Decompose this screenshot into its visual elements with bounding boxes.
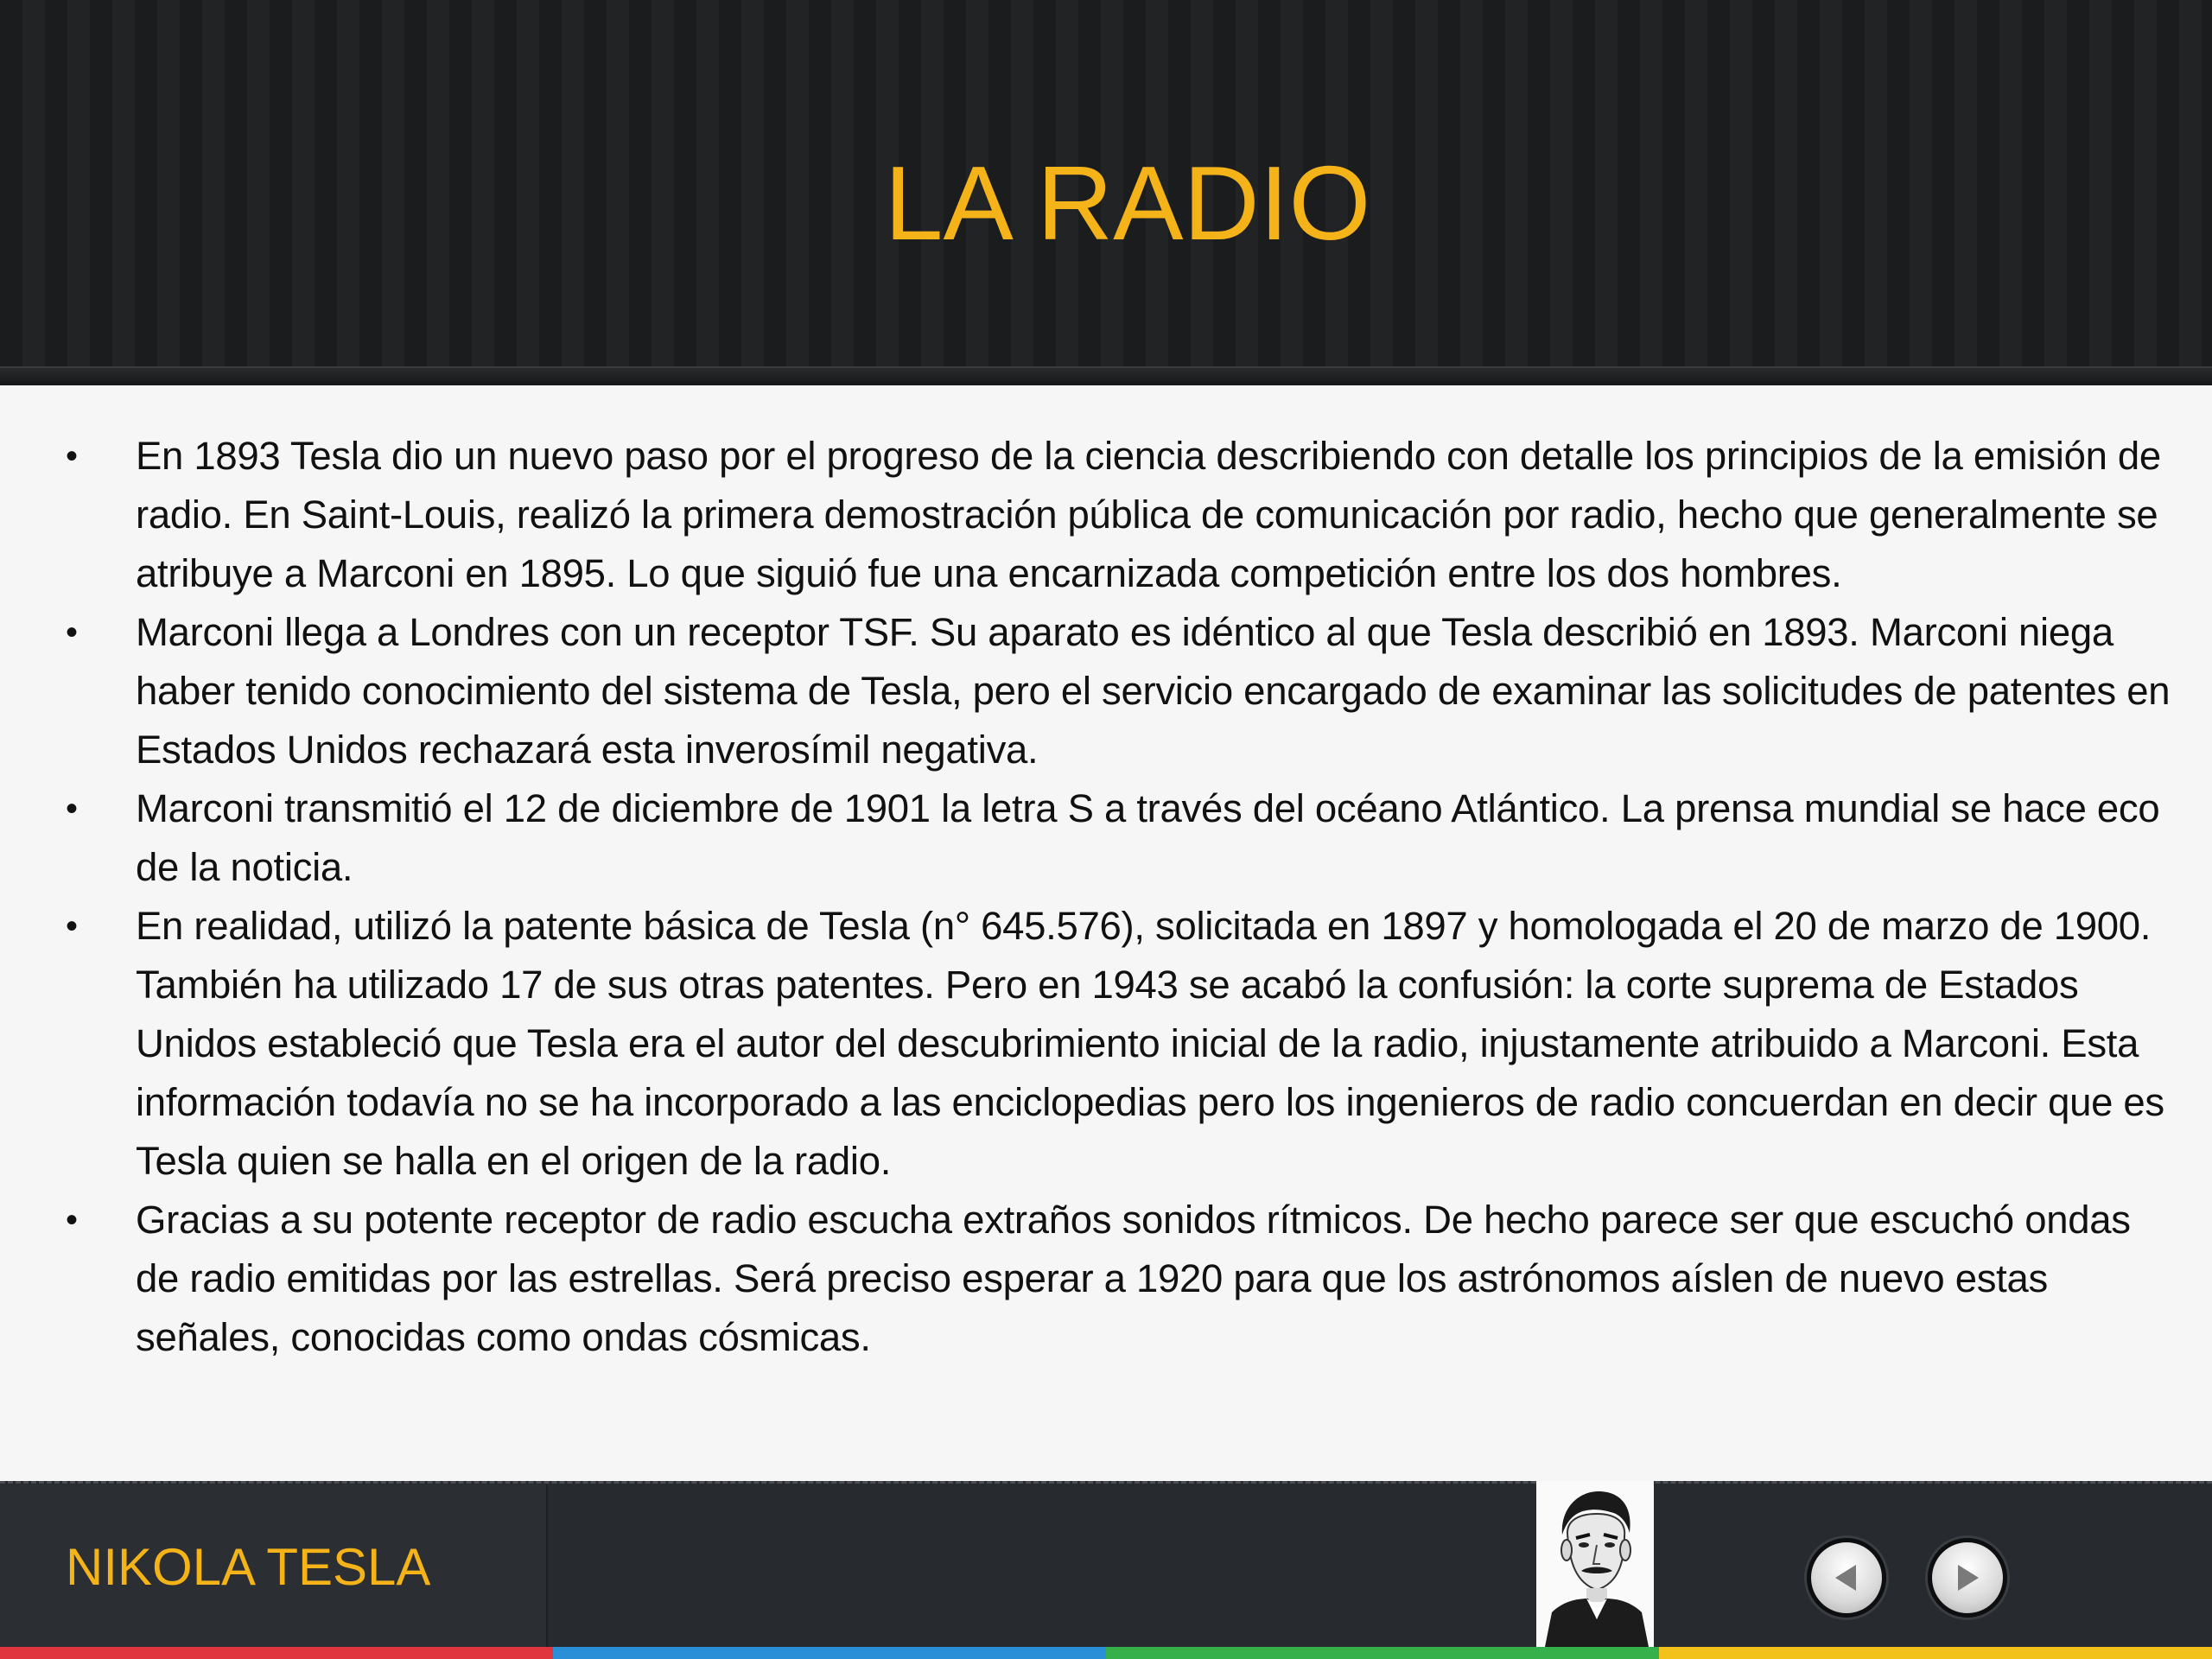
bullet-item	[0, 1191, 2212, 1367]
header-divider	[0, 366, 2212, 387]
slide-content	[0, 385, 2212, 1481]
bullet-text: Marconi llega a Londres con un receptor TSF. Su aparato es idéntico al que Tesla describió en 1893. Marconi niega haber tenido conocimiento del sistema de Tesla, pero el servicio encargado de examinar las solicitudes de patentes en Estados Unidos rechazará esta inverosímil negativa.	[136, 610, 2171, 772]
bullet-text: En realidad, utilizó la patente básica de Tesla (n° 645.576), solicitada en 1897 y homologada el 20 de marzo de 1900. También ha utilizado 17 de sus otras patentes. Pero en 1943 se acabó la confusión: la corte suprema de Estados Unidos estableció que Tesla era el autor del descubrimiento inicial de la radio, injustamente atribuido a Marconi. Esta información todavía no se ha incorporado a las enciclopedias pero los ingenieros de radio concuerdan en decir que es Tesla quien se halla en el origen de la radio.	[136, 904, 2164, 1183]
bullet-item	[0, 779, 2212, 897]
slide-title: LA RADIO	[884, 144, 1371, 262]
color-bar-yellow	[1659, 1647, 2212, 1659]
bullet-icon: •	[66, 437, 78, 475]
color-bar-red	[0, 1647, 553, 1659]
bullet-item	[0, 427, 2212, 603]
bullet-item	[0, 603, 2212, 779]
triangle-right-icon	[1932, 1542, 2003, 1613]
tesla-portrait-image	[1536, 1481, 1654, 1647]
portrait-icon	[1536, 1481, 1654, 1647]
color-bar	[0, 1647, 2212, 1659]
bullet-icon: •	[66, 907, 78, 945]
footer-title: NIKOLA TESLA	[66, 1538, 431, 1596]
bullet-icon: •	[66, 613, 78, 652]
triangle-left-icon	[1811, 1542, 1882, 1613]
color-bar-blue	[553, 1647, 1106, 1659]
bullet-text: Gracias a su potente receptor de radio escucha extraños sonidos rítmicos. De hecho parece ser que escuchó ondas de radio emitidas por las estrellas. Será preciso esperar a 1920 para que los astrónomos aíslen de nuevo estas señales, conocidas como ondas cósmicas.	[136, 1198, 2131, 1359]
next-slide-button[interactable]	[1928, 1538, 2007, 1618]
bullet-text: En 1893 Tesla dio un nuevo paso por el progreso de la ciencia describiendo con detalle los principios de la emisión de radio. En Saint-Louis, realizó la primera demostración pública de comunicación por radio, hecho que generalmente se atribuye a Marconi en 1895. Lo que siguió fue una encarnizada competición entre los dos hombres.	[136, 434, 2161, 595]
color-bar-green	[1106, 1647, 1659, 1659]
bullet-icon: •	[66, 1201, 78, 1239]
previous-slide-button[interactable]	[1807, 1538, 1886, 1618]
bullet-list	[0, 427, 2212, 1367]
footer-title-panel	[0, 1484, 548, 1647]
footer-divider	[0, 1481, 2212, 1484]
bullet-text: Marconi transmitió el 12 de diciembre de 1901 la letra S a través del océano Atlántico. La prensa mundial se hace eco de la noticia.	[136, 786, 2160, 889]
bullet-item	[0, 897, 2212, 1191]
bullet-icon: •	[66, 790, 78, 828]
slide-header	[0, 0, 2212, 385]
